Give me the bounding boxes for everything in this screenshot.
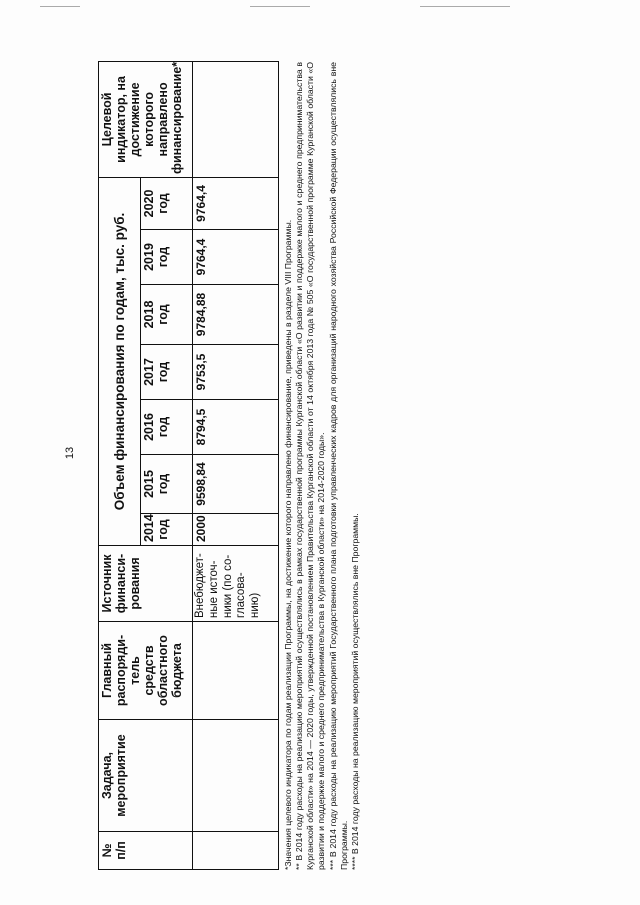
header-task: Задача, мероприятие [99,720,193,832]
scan-artifact [420,6,510,7]
footnote-1: *Значения целевого индикатора по годам реализации Программы, на достижение которого направлено финансирование, приведены в разделе VIII Программы. [283,219,293,870]
cell-value-2016: 8794,5 [193,400,279,455]
cell-value-2020: 9764,4 [193,177,279,229]
header-year-2020: 2020 год [141,177,193,229]
header-num: № п/п [99,832,193,870]
cell-value-2019: 9764,4 [193,230,279,285]
table-row [193,61,279,869]
header-year-2016: 2016 год [141,400,193,455]
page-number: 13 [64,446,77,460]
header-funding-by-year: Объем финансирования по годам, тыс. руб. [99,177,141,545]
scan-artifact [40,6,80,7]
header-year-2017: 2017 год [141,345,193,400]
cell-value-2014: 2000 [193,514,279,546]
footnote-3: *** В 2014 году расходы на реализацию мероприятий Государственного плана подготовки управленческих кадров для организаций народного хозяйства Российской Федерации осуществлялись вне Программы. [327,62,349,870]
header-manager: Главный распоряди- тель средств областного бюджета [99,622,193,720]
funding-table [98,61,279,870]
header-source: Источник финанси- рования [99,546,193,622]
header-year-2018: 2018 год [141,285,193,345]
cell-target [193,61,279,177]
cell-value-2017: 9753,5 [193,345,279,400]
header-year-2019: 2019 год [141,230,193,285]
footnote-2: ** В 2014 году расходы на реализацию мероприятий осуществлялись в рамках государственной программы Курганской области «О развитии и поддержке малого и среднего предпринимательства в Курганской области» на 2014 — 2020 годы, утвержденной постановлением Правительства Курганской области от 14 октября 2013 года № 505 «О государственной программе Курганской области «О развитии и поддержке малого и среднего предпринимательства в Курганской области» на 2014-2020 годы». [294,62,327,870]
scan-artifact [250,6,310,7]
rotated-page-content [98,62,378,870]
cell-manager [193,622,279,720]
cell-task [193,720,279,832]
cell-value-2018: 9784,88 [193,285,279,345]
cell-value-2015: 9598,84 [193,455,279,514]
header-target-indicator: Целевой индикатор, на достижение которого направлено финансирование* [99,61,193,177]
header-year-2014: 2014 год [141,514,193,546]
header-year-2015: 2015 год [141,455,193,514]
cell-num [193,832,279,870]
footnotes [283,62,361,870]
footnote-4: **** В 2014 году расходы на реализацию мероприятий осуществлялись вне Программы. [349,513,360,870]
cell-source: Внебюджет- ные источ- ники (по со- гласова- нию) [193,546,279,622]
